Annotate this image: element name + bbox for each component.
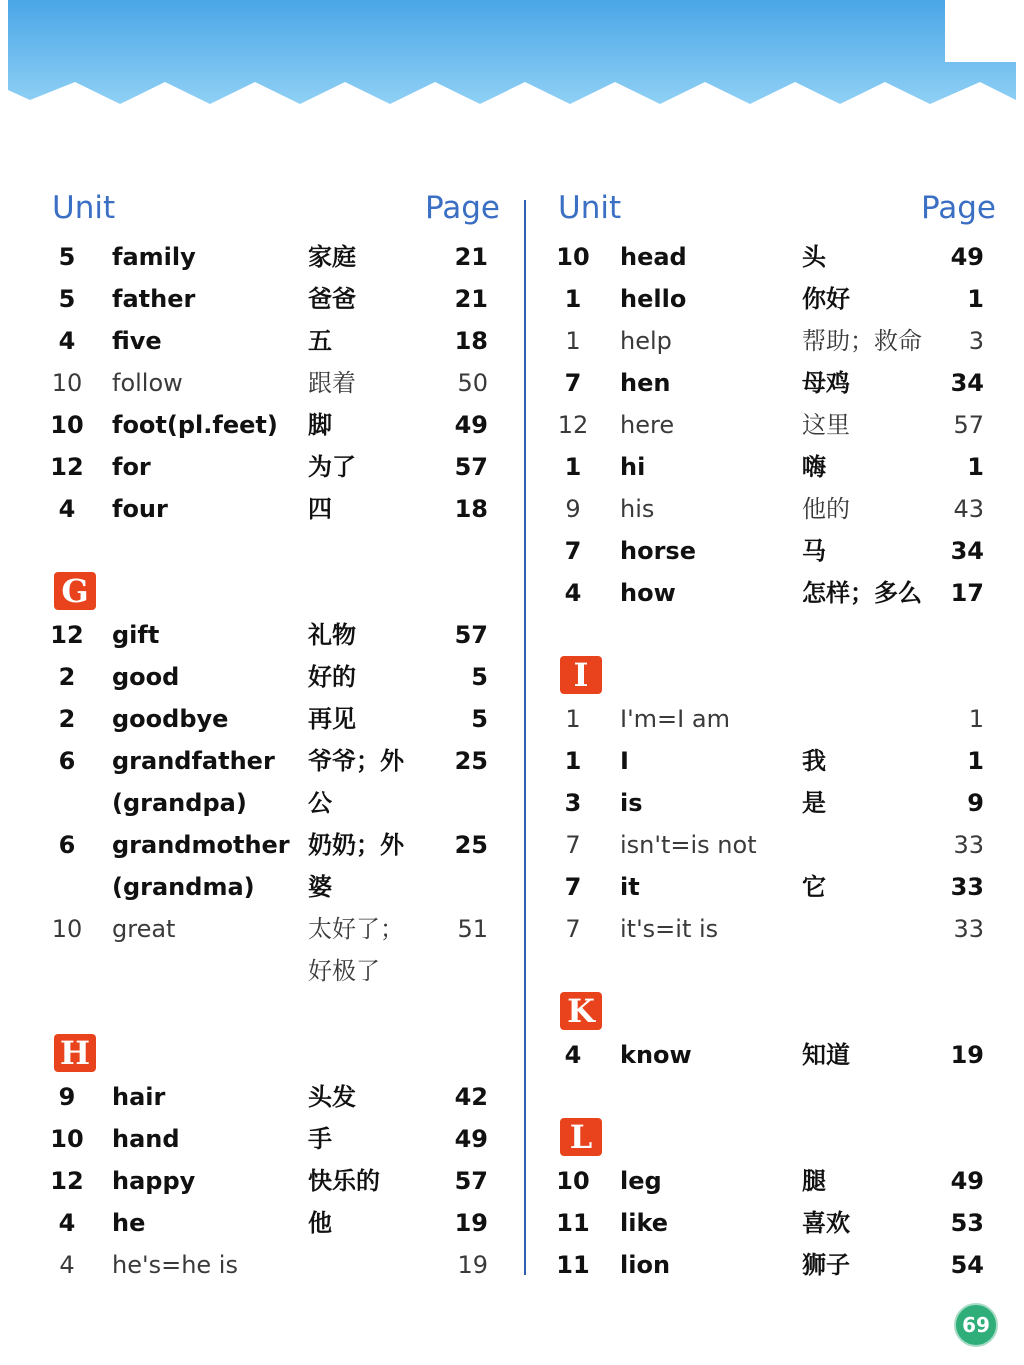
vocab-word: hi: [620, 453, 646, 481]
vocab-word: great: [112, 915, 176, 943]
vocab-page: 1: [967, 285, 984, 313]
vocab-page: 54: [950, 1251, 984, 1279]
vocab-unit: 1: [565, 327, 581, 355]
vocab-word: gift: [112, 621, 160, 649]
vocab-page: 34: [950, 537, 984, 565]
vocab-unit: 4: [58, 1209, 76, 1237]
vocab-chinese: 怎样；多么: [802, 579, 922, 607]
vocab-word: it's=it is: [620, 915, 719, 943]
vocab-chinese: 头发: [308, 1083, 356, 1111]
vocab-unit: 10: [50, 411, 84, 439]
vocab-unit: 12: [557, 411, 589, 439]
vocab-chinese: 他: [308, 1209, 332, 1237]
vocab-unit: 10: [51, 369, 83, 397]
vocab-page: 21: [454, 285, 488, 313]
vocab-page: 57: [454, 621, 488, 649]
vocab-row: [50, 404, 500, 446]
unit-header: Unit: [52, 190, 116, 226]
vocab-unit: 7: [564, 369, 582, 397]
vocab-chinese: 它: [802, 873, 826, 901]
vocab-row: [50, 824, 500, 908]
vocab-page: 17: [950, 579, 984, 607]
vocab-page: 25: [454, 831, 488, 859]
vocab-word: five: [112, 327, 162, 355]
vocab-chinese: 我: [802, 747, 826, 775]
vocab-unit: 9: [58, 1083, 76, 1111]
vocab-word: how: [620, 579, 676, 607]
vocab-word: father: [112, 285, 196, 313]
vocab-row: [50, 1076, 500, 1118]
letter-badge-l: L: [560, 1118, 602, 1156]
vocab-unit: 11: [556, 1209, 590, 1237]
section-h-continued: [556, 236, 996, 614]
vocab-row: [50, 1202, 500, 1244]
vocab-word: here: [620, 411, 675, 439]
vocab-chinese: 马: [802, 537, 826, 565]
vocab-row: [50, 740, 500, 824]
vocab-row: [556, 320, 996, 362]
vocab-row: [556, 530, 996, 572]
vocab-row: [556, 1244, 996, 1286]
vocab-word: isn't=is not: [620, 831, 757, 859]
vocab-unit: 12: [50, 621, 84, 649]
vocab-unit: 4: [59, 1251, 75, 1279]
vocab-unit: 12: [50, 453, 84, 481]
vocab-unit: 7: [565, 831, 581, 859]
vocab-word: he's=he is: [112, 1251, 238, 1279]
vocab-word: hello: [620, 285, 687, 313]
vocab-unit: 9: [565, 495, 581, 523]
vocab-page: 33: [953, 831, 984, 859]
vocab-row: [556, 1034, 996, 1076]
page-header: Page: [920, 190, 996, 226]
vocab-unit: 10: [50, 1125, 84, 1153]
vocab-row: [50, 488, 500, 530]
vocab-page: 19: [950, 1041, 984, 1069]
letter-badge-h: H: [54, 1034, 96, 1072]
vocab-page: 18: [454, 495, 488, 523]
vocab-page: 19: [454, 1209, 488, 1237]
vocab-word: like: [620, 1209, 669, 1237]
section-i: [556, 698, 996, 950]
vocab-row: [556, 572, 996, 614]
vocab-chinese: 母鸡: [802, 369, 850, 397]
column-divider: [524, 200, 526, 1275]
vocab-chinese: 好的: [308, 663, 356, 691]
vocab-page: 19: [457, 1251, 488, 1279]
vocab-chinese: 快乐的: [308, 1167, 380, 1195]
vocab-page: 49: [454, 1125, 488, 1153]
vocab-word: good: [112, 663, 180, 691]
vocab-chinese: 知道: [802, 1041, 850, 1069]
vocab-page: 43: [953, 495, 984, 523]
vocab-unit: 7: [564, 873, 582, 901]
vocab-chinese: 帮助；救命: [802, 327, 922, 355]
vocab-page: 1: [968, 705, 984, 733]
vocab-word: grandfather (grandpa): [112, 747, 275, 817]
vocab-row: [556, 698, 996, 740]
vocab-page: 3: [968, 327, 984, 355]
vocab-word: know: [620, 1041, 692, 1069]
page-number-badge: 69: [954, 1303, 998, 1347]
vocab-page: 49: [454, 411, 488, 439]
vocab-word: is: [620, 789, 643, 817]
vocab-page: 33: [953, 915, 984, 943]
vocab-row: [50, 1244, 500, 1286]
vocab-unit: 7: [564, 537, 582, 565]
vocab-unit: 2: [58, 705, 76, 733]
vocab-page: 18: [454, 327, 488, 355]
letter-badge-i: I: [560, 656, 602, 694]
vocab-unit: 4: [58, 495, 76, 523]
vocab-page: 49: [950, 243, 984, 271]
vocab-word: hand: [112, 1125, 180, 1153]
vocab-row: [50, 908, 500, 992]
column-header: [556, 190, 996, 236]
section-l: [556, 1160, 996, 1286]
vocab-chinese: 为了: [308, 453, 356, 481]
vocab-row: [556, 782, 996, 824]
vocab-chinese: 他的: [802, 495, 850, 523]
vocab-unit: 1: [564, 453, 582, 481]
vocab-word: follow: [112, 369, 183, 397]
section-h: [50, 1076, 500, 1286]
vocab-row: [556, 1160, 996, 1202]
vocab-page: 51: [457, 915, 488, 943]
vocab-unit: 10: [51, 915, 83, 943]
vocab-page: 57: [454, 453, 488, 481]
section-k: [556, 1034, 996, 1076]
page-header: Page: [424, 190, 500, 226]
vocab-row: [556, 446, 996, 488]
section-f: [50, 236, 500, 530]
vocab-word: leg: [620, 1167, 662, 1195]
vocab-unit: 10: [556, 1167, 590, 1195]
vocab-chinese: 太好了；好极了: [308, 915, 404, 985]
letter-badge-k: K: [560, 992, 602, 1030]
vocab-word: hair: [112, 1083, 166, 1111]
vocab-word: he: [112, 1209, 146, 1237]
vocab-row: [50, 656, 500, 698]
vocab-row: [556, 866, 996, 908]
vocab-word: for: [112, 453, 151, 481]
vocab-word: his: [620, 495, 655, 523]
vocab-row: [50, 278, 500, 320]
vocab-word: four: [112, 495, 168, 523]
vocab-row: [50, 614, 500, 656]
left-column: [50, 190, 500, 1286]
vocab-row: [556, 362, 996, 404]
vocab-row: [50, 698, 500, 740]
vocab-chinese: 嗨: [802, 453, 826, 481]
vocab-page: 53: [950, 1209, 984, 1237]
section-g: [50, 614, 500, 992]
vocab-chinese: 喜欢: [802, 1209, 850, 1237]
vocab-unit: 12: [50, 1167, 84, 1195]
vocab-word: hen: [620, 369, 671, 397]
vocab-word: head: [620, 243, 687, 271]
vocab-row: [50, 236, 500, 278]
vocab-page: 42: [454, 1083, 488, 1111]
vocab-page: 9: [967, 789, 984, 817]
vocab-row: [50, 362, 500, 404]
vocab-row: [556, 740, 996, 782]
vocab-chinese: 是: [802, 789, 826, 817]
vocab-unit: 5: [58, 285, 76, 313]
vocab-word: grandmother (grandma): [112, 831, 290, 901]
vocab-word: family: [112, 243, 196, 271]
vocab-chinese: 你好: [802, 285, 850, 313]
vocab-page: 49: [950, 1167, 984, 1195]
vocab-chinese: 爷爷；外公: [308, 747, 404, 817]
vocab-chinese: 头: [802, 243, 826, 271]
vocab-unit: 4: [564, 1041, 582, 1069]
vocab-chinese: 手: [308, 1125, 332, 1153]
column-header: [50, 190, 500, 236]
vocab-unit: 1: [564, 747, 582, 775]
vocab-unit: 6: [58, 831, 76, 859]
vocab-chinese: 奶奶；外婆: [308, 831, 404, 901]
vocab-row: [50, 1160, 500, 1202]
vocab-row: [556, 278, 996, 320]
vocab-unit: 4: [58, 327, 76, 355]
vocab-chinese: 狮子: [802, 1251, 850, 1279]
vocab-row: [50, 446, 500, 488]
vocab-word: I: [620, 747, 629, 775]
vocab-unit: 1: [565, 705, 581, 733]
vocab-row: [50, 320, 500, 362]
vocab-unit: 7: [565, 915, 581, 943]
vocab-unit: 11: [556, 1251, 590, 1279]
vocab-row: [556, 1202, 996, 1244]
vocab-chinese: 礼物: [308, 621, 356, 649]
vocab-word: horse: [620, 537, 696, 565]
vocab-page: 1: [967, 453, 984, 481]
vocab-unit: 5: [58, 243, 76, 271]
vocab-chinese: 脚: [308, 411, 332, 439]
vocab-word: help: [620, 327, 672, 355]
vocab-chinese: 这里: [802, 411, 850, 439]
vocab-chinese: 五: [308, 327, 332, 355]
vocab-word: foot(pl.feet): [112, 411, 278, 439]
vocab-chinese: 腿: [802, 1167, 826, 1195]
vocab-unit: 4: [564, 579, 582, 607]
right-column: [556, 190, 996, 1286]
vocab-page: 21: [454, 243, 488, 271]
vocab-unit: 2: [58, 663, 76, 691]
vocab-page: 50: [457, 369, 488, 397]
vocab-row: [556, 824, 996, 866]
vocab-chinese: 四: [308, 495, 332, 523]
top-wave-banner: [0, 0, 1024, 140]
vocab-unit: 1: [564, 285, 582, 313]
vocab-word: happy: [112, 1167, 196, 1195]
vocab-word: lion: [620, 1251, 671, 1279]
vocab-page: 57: [953, 411, 984, 439]
vocab-chinese: 家庭: [308, 243, 356, 271]
vocab-chinese: 跟着: [308, 369, 356, 397]
vocab-unit: 10: [556, 243, 590, 271]
vocab-page: 5: [471, 663, 488, 691]
vocab-chinese: 再见: [308, 705, 356, 733]
vocab-row: [556, 488, 996, 530]
vocab-page: 33: [950, 873, 984, 901]
unit-header: Unit: [558, 190, 622, 226]
vocab-chinese: 爸爸: [308, 285, 356, 313]
vocab-page: 25: [454, 747, 488, 775]
vocab-page: 5: [471, 705, 488, 733]
vocab-unit: 6: [58, 747, 76, 775]
vocab-unit: 3: [564, 789, 582, 817]
vocab-word: it: [620, 873, 640, 901]
vocab-page: 1: [967, 747, 984, 775]
vocab-page: 57: [454, 1167, 488, 1195]
letter-badge-g: G: [54, 572, 96, 610]
vocab-page: 34: [950, 369, 984, 397]
vocab-row: [50, 1118, 500, 1160]
vocab-row: [556, 236, 996, 278]
vocab-row: [556, 404, 996, 446]
vocab-word: goodbye: [112, 705, 229, 733]
vocab-word: I'm=I am: [620, 705, 730, 733]
vocab-row: [556, 908, 996, 950]
